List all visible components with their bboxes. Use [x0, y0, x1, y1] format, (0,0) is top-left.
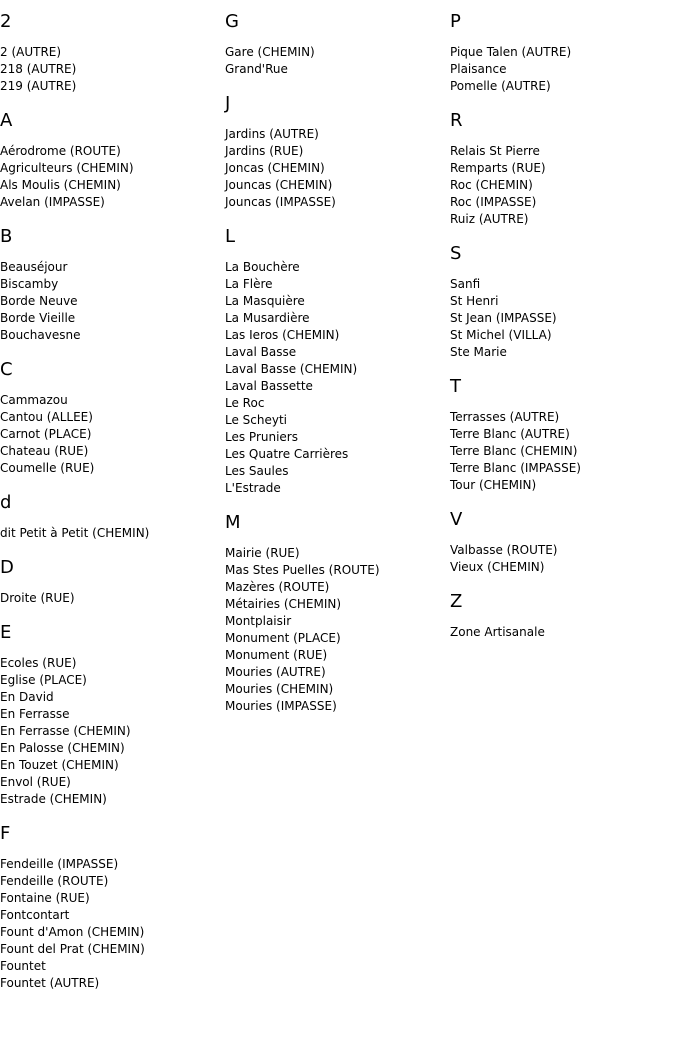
street-link[interactable]: Chateau (RUE) — [0, 444, 89, 458]
street-link[interactable]: Terre Blanc (CHEMIN) — [450, 444, 578, 458]
list-item — [0, 310, 220, 327]
street-link[interactable]: Mas Stes Puelles (ROUTE) — [225, 563, 380, 577]
list-item — [0, 525, 220, 542]
list-item — [225, 681, 445, 698]
street-link[interactable]: Tour (CHEMIN) — [450, 478, 537, 492]
street-link[interactable]: Mouries (AUTRE) — [225, 665, 326, 679]
street-column-1 — [0, 0, 220, 1009]
street-link[interactable]: Gare (CHEMIN) — [225, 45, 315, 59]
street-link[interactable]: Grand'Rue — [225, 62, 288, 76]
list-item — [0, 924, 220, 941]
street-link[interactable]: Le Roc — [225, 396, 265, 410]
street-link[interactable]: Carnot (PLACE) — [0, 427, 92, 441]
list-item — [450, 78, 670, 95]
street-link[interactable]: Monument (PLACE) — [225, 631, 341, 645]
list-item — [225, 276, 445, 293]
street-link[interactable]: Ste Marie — [450, 345, 507, 359]
section-letter-heading: F — [0, 823, 11, 844]
street-list — [0, 655, 220, 808]
street-link[interactable]: Mairie (RUE) — [225, 546, 300, 560]
street-link[interactable]: Sanfi — [450, 277, 481, 291]
list-item — [0, 975, 220, 992]
index-section — [0, 361, 220, 477]
street-list — [0, 590, 220, 607]
index-section — [225, 228, 445, 497]
list-item — [0, 757, 220, 774]
list-item — [450, 477, 670, 494]
index-section — [0, 13, 220, 95]
list-item — [0, 259, 220, 276]
list-item — [0, 740, 220, 757]
index-section — [450, 112, 670, 228]
street-link[interactable]: Montplaisir — [225, 614, 292, 628]
list-item — [450, 160, 670, 177]
street-link[interactable]: Aérodrome (ROUTE) — [0, 144, 121, 158]
street-link[interactable]: La Bouchère — [225, 260, 300, 274]
list-item — [225, 61, 445, 78]
street-list — [450, 276, 670, 361]
list-item — [0, 276, 220, 293]
street-list — [0, 259, 220, 344]
street-link[interactable]: Zone Artisanale — [450, 625, 545, 639]
section-letter-heading: P — [450, 11, 461, 32]
street-link[interactable]: Borde Neuve — [0, 294, 78, 308]
street-list — [225, 44, 445, 78]
street-link[interactable]: Ecoles (RUE) — [0, 656, 77, 670]
street-link[interactable]: En Ferrasse (CHEMIN) — [0, 724, 131, 738]
list-item — [225, 545, 445, 562]
section-letter-heading: G — [225, 11, 239, 32]
street-list — [0, 856, 220, 992]
section-letter-heading: J — [225, 93, 231, 114]
list-item — [225, 630, 445, 647]
index-section — [450, 511, 670, 576]
list-item — [225, 596, 445, 613]
list-item — [0, 409, 220, 426]
street-link[interactable]: La Masquière — [225, 294, 305, 308]
street-list — [225, 259, 445, 497]
list-item — [225, 463, 445, 480]
street-link[interactable]: Fountet (AUTRE) — [0, 976, 100, 990]
street-link[interactable]: Jouncas (CHEMIN) — [225, 178, 333, 192]
index-section — [225, 95, 445, 211]
list-item — [225, 126, 445, 143]
list-item — [0, 856, 220, 873]
list-item — [0, 293, 220, 310]
list-item — [0, 791, 220, 808]
list-item — [225, 361, 445, 378]
street-link[interactable]: En David — [0, 690, 54, 704]
street-list — [450, 542, 670, 576]
street-link[interactable]: Mouries (IMPASSE) — [225, 699, 337, 713]
street-link[interactable]: Joncas (CHEMIN) — [225, 161, 325, 175]
index-section — [450, 245, 670, 361]
street-link[interactable]: St Henri — [450, 294, 499, 308]
section-letter-heading: D — [0, 557, 14, 578]
list-item — [225, 579, 445, 596]
section-letter-heading: C — [0, 359, 13, 380]
list-item — [0, 61, 220, 78]
street-link[interactable]: Envol (RUE) — [0, 775, 71, 789]
list-item — [225, 562, 445, 579]
list-item — [450, 426, 670, 443]
section-letter-heading: L — [225, 226, 236, 247]
list-item — [225, 647, 445, 664]
list-item — [450, 177, 670, 194]
index-section — [0, 624, 220, 808]
street-link[interactable]: Terrasses (AUTRE) — [450, 410, 560, 424]
street-link[interactable]: 2 (AUTRE) — [0, 45, 62, 59]
street-link[interactable]: La Flère — [225, 277, 273, 291]
street-link[interactable]: La Musardière — [225, 311, 310, 325]
list-item — [0, 689, 220, 706]
list-item — [450, 443, 670, 460]
section-letter-heading: S — [450, 243, 462, 264]
street-link[interactable]: Monument (RUE) — [225, 648, 328, 662]
street-link[interactable]: dit Petit à Petit (CHEMIN) — [0, 526, 150, 540]
list-item — [225, 177, 445, 194]
list-item — [225, 429, 445, 446]
index-section — [225, 13, 445, 78]
street-link[interactable]: Terre Blanc (IMPASSE) — [450, 461, 581, 475]
street-link[interactable]: Fount del Prat (CHEMIN) — [0, 942, 145, 956]
street-link[interactable]: En Touzet (CHEMIN) — [0, 758, 119, 772]
index-section — [450, 378, 670, 494]
index-section — [450, 13, 670, 95]
list-item — [225, 194, 445, 211]
street-link[interactable]: Jardins (AUTRE) — [225, 127, 319, 141]
street-link[interactable]: Les Pruniers — [225, 430, 298, 444]
list-item — [0, 44, 220, 61]
list-item — [450, 344, 670, 361]
list-item — [225, 480, 445, 497]
list-item — [0, 907, 220, 924]
list-item — [450, 211, 670, 228]
list-item — [0, 426, 220, 443]
section-letter-heading: T — [450, 376, 461, 397]
street-list — [450, 624, 670, 641]
list-item — [225, 160, 445, 177]
street-list — [450, 44, 670, 95]
street-link[interactable]: Borde Vieille — [0, 311, 76, 325]
list-item — [450, 460, 670, 477]
index-section — [450, 593, 670, 641]
section-letter-heading: A — [0, 110, 13, 131]
section-letter-heading: B — [0, 226, 13, 247]
index-section — [0, 112, 220, 211]
street-link[interactable]: Relais St Pierre — [450, 144, 540, 158]
street-link[interactable]: Remparts (RUE) — [450, 161, 546, 175]
street-link[interactable]: Les Quatre Carrières — [225, 447, 349, 461]
street-link[interactable]: Fountet — [0, 959, 46, 973]
section-letter-heading: 2 — [0, 11, 12, 32]
street-link[interactable]: Roc (IMPASSE) — [450, 195, 537, 209]
list-item — [225, 293, 445, 310]
list-item — [225, 327, 445, 344]
list-item — [0, 443, 220, 460]
street-link[interactable]: Ruiz (AUTRE) — [450, 212, 529, 226]
street-link[interactable]: Agriculteurs (CHEMIN) — [0, 161, 134, 175]
list-item — [225, 344, 445, 361]
street-link[interactable]: Droite (RUE) — [0, 591, 75, 605]
list-item — [450, 409, 670, 426]
list-item — [0, 873, 220, 890]
street-link[interactable]: Métairies (CHEMIN) — [225, 597, 342, 611]
list-item — [0, 890, 220, 907]
street-link[interactable]: Cammazou — [0, 393, 68, 407]
list-item — [450, 194, 670, 211]
section-letter-heading: V — [450, 509, 463, 530]
street-link[interactable]: En Ferrasse — [0, 707, 70, 721]
street-link[interactable]: Les Saules — [225, 464, 289, 478]
section-letter-heading: d — [0, 492, 12, 513]
street-list — [450, 143, 670, 228]
list-item — [0, 194, 220, 211]
street-link[interactable]: Estrade (CHEMIN) — [0, 792, 107, 806]
street-link[interactable]: Als Moulis (CHEMIN) — [0, 178, 121, 192]
list-item — [0, 655, 220, 672]
list-item — [225, 395, 445, 412]
list-item — [225, 378, 445, 395]
list-item — [0, 392, 220, 409]
list-item — [0, 177, 220, 194]
street-link[interactable]: Bouchavesne — [0, 328, 81, 342]
index-section — [0, 559, 220, 607]
street-link[interactable]: Vieux (CHEMIN) — [450, 560, 545, 574]
section-letter-heading: R — [450, 110, 463, 131]
list-item — [0, 941, 220, 958]
index-section — [0, 825, 220, 992]
list-item — [450, 276, 670, 293]
list-item — [450, 310, 670, 327]
street-list — [0, 525, 220, 542]
section-letter-heading: E — [0, 622, 12, 643]
street-list — [225, 126, 445, 211]
street-link[interactable]: Avelan (IMPASSE) — [0, 195, 105, 209]
street-link[interactable]: Fount d'Amon (CHEMIN) — [0, 925, 145, 939]
list-item — [450, 61, 670, 78]
list-item — [225, 664, 445, 681]
list-item — [450, 143, 670, 160]
street-link[interactable]: St Jean (IMPASSE) — [450, 311, 557, 325]
street-link[interactable]: Jardins (RUE) — [225, 144, 304, 158]
street-link[interactable]: Coumelle (RUE) — [0, 461, 95, 475]
street-link[interactable]: Fendeille (IMPASSE) — [0, 857, 119, 871]
index-section — [0, 494, 220, 542]
street-link[interactable]: Terre Blanc (AUTRE) — [450, 427, 570, 441]
street-link[interactable]: Plaisance — [450, 62, 507, 76]
street-link[interactable]: Laval Bassette — [225, 379, 313, 393]
street-link[interactable]: Eglise (PLACE) — [0, 673, 87, 687]
street-link[interactable]: Fontaine (RUE) — [0, 891, 90, 905]
street-link[interactable]: 218 (AUTRE) — [0, 62, 77, 76]
street-list — [0, 392, 220, 477]
street-link[interactable]: Fendeille (ROUTE) — [0, 874, 109, 888]
street-link[interactable]: Valbasse (ROUTE) — [450, 543, 558, 557]
street-column-3 — [450, 0, 670, 658]
street-link[interactable]: Fontcontart — [0, 908, 70, 922]
list-item — [450, 624, 670, 641]
street-list — [450, 409, 670, 494]
street-link[interactable]: 219 (AUTRE) — [0, 79, 77, 93]
street-link[interactable]: Pique Talen (AUTRE) — [450, 45, 572, 59]
list-item — [0, 460, 220, 477]
section-letter-heading: Z — [450, 591, 463, 612]
street-link[interactable]: L'Estrade — [225, 481, 281, 495]
list-item — [0, 706, 220, 723]
list-item — [450, 44, 670, 61]
street-link[interactable]: Laval Basse (CHEMIN) — [225, 362, 358, 376]
list-item — [225, 259, 445, 276]
street-link[interactable]: Las Ieros (CHEMIN) — [225, 328, 340, 342]
index-section — [0, 228, 220, 344]
list-item — [0, 160, 220, 177]
list-item — [450, 542, 670, 559]
street-link[interactable]: En Palosse (CHEMIN) — [0, 741, 125, 755]
list-item — [225, 698, 445, 715]
street-link[interactable]: Beauséjour — [0, 260, 68, 274]
street-link[interactable]: Mazères (ROUTE) — [225, 580, 330, 594]
list-item — [225, 310, 445, 327]
street-list — [225, 545, 445, 715]
list-item — [0, 327, 220, 344]
street-list — [0, 143, 220, 211]
street-link[interactable]: Jouncas (IMPASSE) — [225, 195, 336, 209]
street-link[interactable]: Biscamby — [0, 277, 59, 291]
list-item — [225, 412, 445, 429]
street-link[interactable]: St Michel (VILLA) — [450, 328, 552, 342]
list-item — [450, 293, 670, 310]
list-item — [0, 590, 220, 607]
list-item — [0, 143, 220, 160]
street-link[interactable]: Cantou (ALLEE) — [0, 410, 93, 424]
index-section — [225, 514, 445, 715]
street-link[interactable]: Pomelle (AUTRE) — [450, 79, 551, 93]
street-link[interactable]: Laval Basse — [225, 345, 297, 359]
list-item — [0, 672, 220, 689]
list-item — [225, 613, 445, 630]
list-item — [225, 446, 445, 463]
section-letter-heading: M — [225, 512, 241, 533]
list-item — [450, 559, 670, 576]
list-item — [225, 44, 445, 61]
street-link[interactable]: Roc (CHEMIN) — [450, 178, 533, 192]
list-item — [0, 78, 220, 95]
list-item — [450, 327, 670, 344]
list-item — [225, 143, 445, 160]
list-item — [0, 723, 220, 740]
street-link[interactable]: Le Scheyti — [225, 413, 288, 427]
street-column-2 — [225, 0, 445, 732]
street-list — [0, 44, 220, 95]
list-item — [0, 958, 220, 975]
street-link[interactable]: Mouries (CHEMIN) — [225, 682, 334, 696]
list-item — [0, 774, 220, 791]
